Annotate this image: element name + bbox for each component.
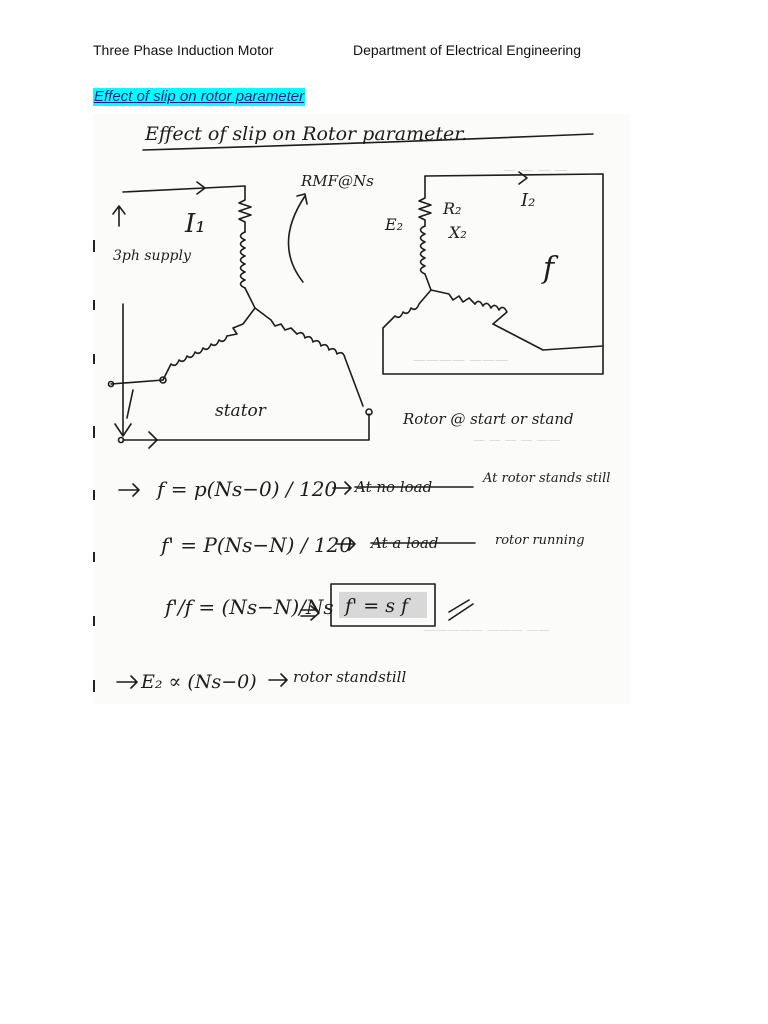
- equation-1: [119, 471, 610, 501]
- rotor-circuit: [383, 172, 603, 374]
- rotor-emf-label: E₂: [385, 215, 404, 234]
- eq2-note: rotor running: [495, 533, 585, 548]
- rotor-resistance-label: R₂: [443, 199, 462, 218]
- eq3-result: f' = s f: [345, 595, 409, 617]
- rmf-label: RMF@Ns: [301, 172, 374, 190]
- section-title[interactable]: Effect of slip on rotor parameter: [94, 88, 305, 105]
- eq1-note: At rotor stands still: [483, 471, 611, 486]
- margin-marks: [93, 240, 95, 692]
- eq1-text: f = p(Ns−0) / 120: [157, 477, 338, 501]
- equation-4: [117, 668, 406, 693]
- svg-text:— — — —: — — — —: [503, 163, 568, 178]
- eq2-struck-note: At a load: [371, 534, 439, 552]
- notes-drawing: [93, 114, 630, 704]
- eq2-text: f' = P(Ns−N) / 120: [161, 533, 353, 557]
- supply-label: 3ph supply: [113, 248, 191, 264]
- rotor-label: Rotor @ start or stand: [403, 410, 574, 428]
- svg-text:———— ———: ———— ———: [413, 353, 509, 368]
- equation-3: [163, 584, 473, 626]
- rotor-frequency-label: f: [543, 251, 555, 286]
- rotor-reactance-label: X₂: [449, 223, 467, 242]
- stator-current-label: I₁: [185, 209, 206, 239]
- header-left: Three Phase Induction Motor: [93, 42, 274, 58]
- svg-text:— — — — ——: — — — — ——: [473, 433, 561, 447]
- rotor-current-label: I₂: [521, 190, 536, 211]
- eq3-text: f'/f = (Ns−N)/Ns: [165, 595, 334, 619]
- notes-heading: Effect of slip on Rotor parameter.: [145, 123, 468, 145]
- eq4-note: rotor standstill: [293, 668, 407, 686]
- header-right: Department of Electrical Engineering: [353, 42, 582, 58]
- svg-text:————— ——— ——: ————— ——— ——: [423, 623, 551, 637]
- stator-label: stator: [215, 401, 266, 421]
- eq1-struck-note: At no load: [355, 478, 433, 496]
- equation-2: [159, 533, 585, 557]
- eq4-text: E₂ ∝ (Ns−0): [141, 671, 257, 693]
- handwritten-notes-image: [93, 114, 630, 704]
